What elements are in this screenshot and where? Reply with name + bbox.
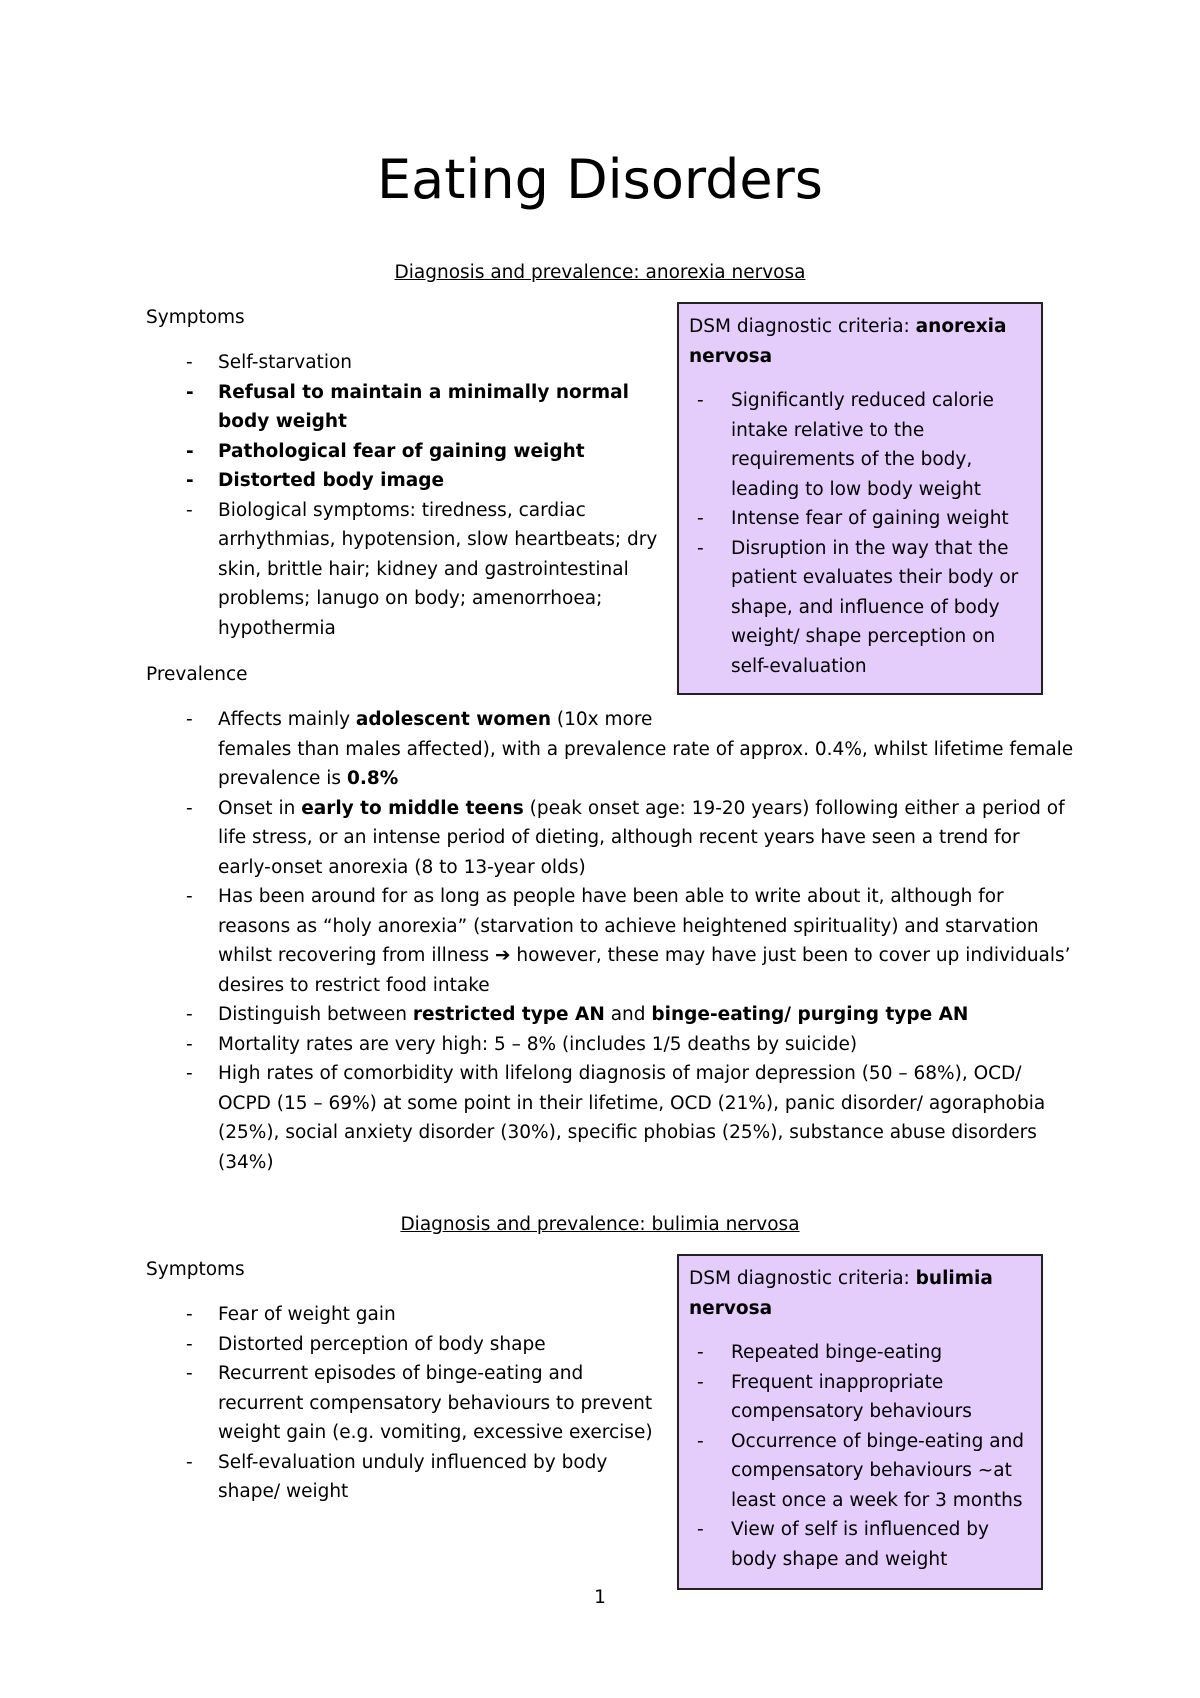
prevalence-text: Onset in <box>218 797 302 819</box>
list-item: - Occurrence of binge-eating and compensatory behaviours ~at least once a week for 3 months <box>689 1427 1031 1516</box>
list-item: - Repeated binge-eating <box>689 1338 1031 1368</box>
dsm-title-prefix: DSM diagnostic criteria: <box>689 316 916 337</box>
prevalence-text: (10x more <box>551 709 653 730</box>
list-item: - Pathological fear of gaining weight <box>146 437 666 467</box>
prevalence-bold: early to middle teens <box>301 797 524 819</box>
list-item: - High rates of comorbidity with lifelong diagnosis of major depression (50 – 68%), OCD/ OCPD (15 – 69%) at some point in their lifetime, OCD (21%), panic disorder/ agoraphobia (25%), social anxiety disorder (30%), specific phobias (25%), substance abuse disorders (34%) <box>146 1059 1076 1177</box>
page-number: 1 <box>594 1587 606 1608</box>
list-item <box>146 705 1076 794</box>
dsm-box-title <box>689 1264 1031 1323</box>
prevalence-bold: adolescent women <box>355 709 552 730</box>
list-item: - Recurrent episodes of binge-eating and recurrent compensatory behaviours to prevent weight gain (e.g. vomiting, excessive exercise) <box>146 1359 666 1448</box>
list-item: - Self-evaluation unduly influenced by body shape/ weight <box>146 1448 666 1507</box>
list-item: - Distorted body image <box>146 466 666 496</box>
list-item: - Self-starvation <box>146 348 666 378</box>
list-item: - Mortality rates are very high: 5 – 8% (includes 1/5 deaths by suicide) <box>146 1030 1076 1060</box>
list-item: - Fear of weight gain <box>146 1300 666 1330</box>
list-item <box>146 794 1076 883</box>
anorexia-dsm-box <box>677 302 1043 695</box>
dsm-criteria-list <box>689 1338 1031 1574</box>
list-item: - Disruption in the way that the patient evaluates their body or shape, and influence of body weight/ shape perception on self-evaluation <box>689 534 1031 682</box>
list-item: - Refusal to maintain a minimally normal body weight <box>146 378 666 437</box>
anorexia-heading: Diagnosis and prevalence: anorexia nervosa <box>394 262 806 283</box>
bulimia-symptoms-list <box>146 1300 666 1507</box>
anorexia-prevalence-list <box>146 705 1076 1177</box>
anorexia-prevalence-label: Prevalence <box>146 664 248 685</box>
prevalence-text: Affects mainly <box>218 709 356 730</box>
list-item: - Significantly reduced calorie intake relative to the requirements of the body, leading to low body weight <box>689 386 1031 504</box>
dsm-criteria-list <box>689 386 1031 681</box>
dsm-title-bold: anorexia nervosa <box>689 316 1007 367</box>
list-item: - View of self is influenced by body shape and weight <box>689 1515 1031 1574</box>
prevalence-bold: binge-eating/ purging type AN <box>651 1004 969 1025</box>
list-item: - Has been around for as long as people have been able to write about it, although for reasons as “holy anorexia” (starvation to achieve heightened spirituality) and starvation whilst recovering from illness ➔ however, these may have just been to cover up individuals’ desires to restrict food intake <box>146 882 1076 1000</box>
dsm-title-prefix: DSM diagnostic criteria: <box>689 1268 916 1289</box>
prevalence-bold: restricted type AN <box>412 1004 605 1025</box>
prevalence-text: Distinguish between <box>218 1004 413 1025</box>
prevalence-text: (peak onset age: 19-20 years) following either a period of life stress, or an intense period of dieting, although recent years have seen a trend for early-onset anorexia (8 to 13-year olds) <box>218 797 1065 878</box>
list-item: - Distorted perception of body shape <box>146 1330 666 1360</box>
prevalence-text: and <box>604 1004 652 1025</box>
dsm-title-bold: bulimia nervosa <box>689 1268 993 1319</box>
list-item: - Intense fear of gaining weight <box>689 504 1031 534</box>
page-title: Eating Disorders <box>377 148 823 211</box>
list-item <box>146 1000 1076 1030</box>
bulimia-symptoms-label: Symptoms <box>146 1259 245 1280</box>
dsm-box-title <box>689 312 1031 371</box>
anorexia-symptoms-label: Symptoms <box>146 307 245 328</box>
bulimia-dsm-box <box>677 1254 1043 1590</box>
prevalence-bold: 0.8% <box>346 768 399 789</box>
list-item: - Frequent inappropriate compensatory behaviours <box>689 1368 1031 1427</box>
prevalence-text: females than males affected), with a prevalence rate of approx. 0.4%, whilst lifetime female prevalence is <box>218 738 1074 789</box>
list-item: - Biological symptoms: tiredness, cardiac arrhythmias, hypotension, slow heartbeats; dry skin, brittle hair; kidney and gastrointestinal problems; lanugo on body; amenorrhoea; hypothermia <box>146 496 666 644</box>
bulimia-heading: Diagnosis and prevalence: bulimia nervosa <box>400 1214 800 1235</box>
anorexia-symptoms-list <box>146 348 666 643</box>
